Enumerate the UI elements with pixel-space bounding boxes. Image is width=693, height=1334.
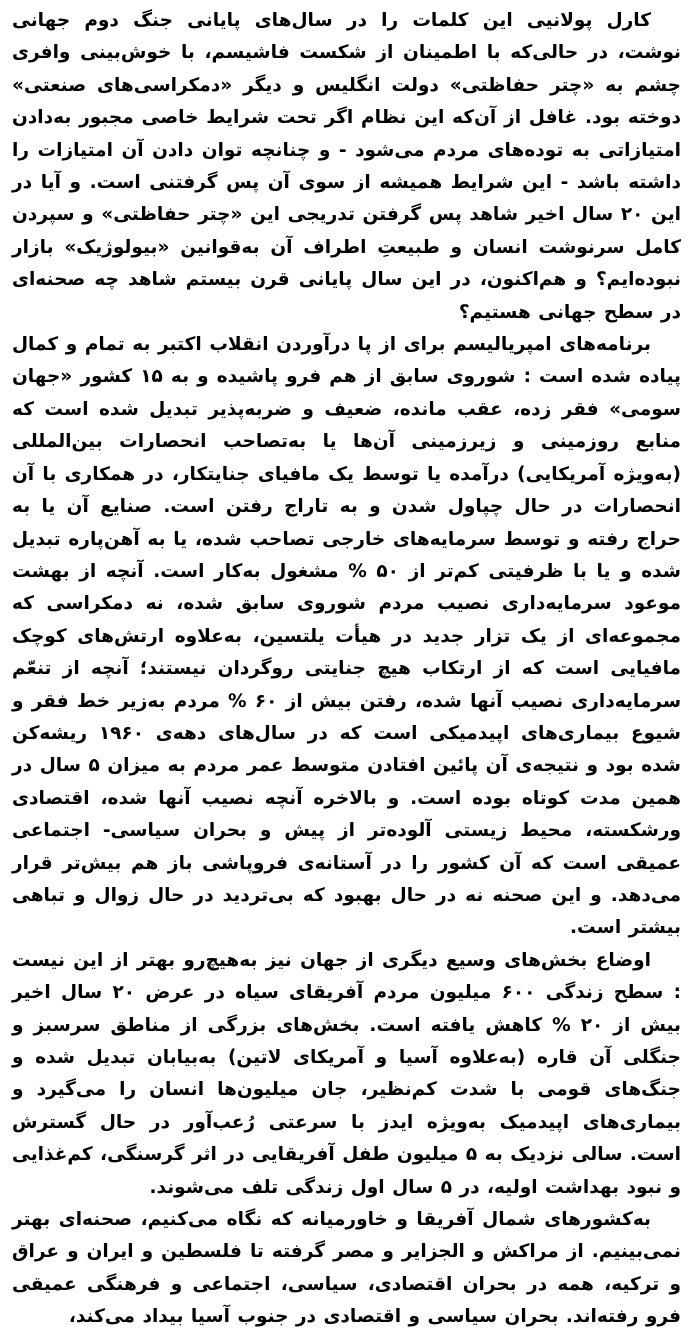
paragraph-3: اوضاع بخش‌های وسیع دیگری از جهان نیز به‌هیچ‌رو بهتر از این نیست : سطح زندگی ۶۰۰ میلیون مردم آفریقای سیاه در عرض ۲۰ سال اخیر بیش از ۲۰ % کاهش یافته است. بخش‌های بزرگی از مناطق سرسبز و جنگلی آن قاره (به‌علاوه آسیا و آمریکای لاتین) به‌بیابان تبدیل شده و جنگ‌های قومی با شدت کم‌نظیر، جان میلیون‌ها انسان را می‌گیرد و بیماری‌های اپیدمیک به‌ویژه ایدز با سرعتی رُعب‌آور در حال گسترش است. سالی نزدیک به ۵ میلیون طفل آفریقایی در اثر گرسنگی، کم‌غذایی و نبود بهداشت اولیه، در ۵ سال اول زندگی تلف می‌شوند. [12, 949, 682, 1198]
paragraph-1: کارل پولانیی این کلمات را در سال‌های پایانی جنگ دوم جهانی نوشت، در حالی‌که با اطمینان از شکست فاشیسم، با خوش‌بینی وافری چشم به «چتر حفاظتی» دولت انگلیس و دیگر «دمکراسی‌های صنعتی» دوخته بود. غافل از آن‌که این نظام اگر تحت شرایط خاصی مجبور به‌دادن امتیازاتی به توده‌های مردم می‌شود - و چنانچه توان دادن آن امتیازات را داشته باشد - این شرایط همیشه از سوی آن پس گرفتنی است. و آیا در این ۲۰ سال اخیر شاهد پس گرفتن تدریجی این «چتر حفاظتی» و سپردن کامل سرنوشت انسان و طبیعتِ اطراف آن به‌قوانین «بیولوژیک» بازار نبوده‌ایم؟ و هم‌اکنون، در این سال پایانی قرن بیستم شاهد چه صحنه‌ای در سطح جهانی هستیم؟ [12, 10, 681, 323]
paragraph-4: به‌کشورهای شمال آفریقا و خاورمیانه که نگاه می‌کنیم، صحنه‌ای بهتر نمی‌بینیم. از مراکش و الجزایر و مصر گرفته تا فلسطین و ایران و عراق و ترکیه، همه در بحران اقتصادی، سیاسی، اجتماعی و فرهنگی عمیقی فرو رفته‌اند. بحران سیاسی و اقتصادی در جنوب آسیا بیداد می‌کند، [12, 1209, 681, 1328]
paragraph-2: برنامه‌های امپریالیسم برای از پا درآوردن انقلاب اکتبر به تمام و کمال پیاده شده است : شوروی سابق از هم فرو پاشیده و به ۱۵ کشور «جهان سومی» فقر زده، عقب مانده، ضعیف و ضربه‌پذیر تبدیل شده است که منابع روزمینی و زیرزمینی آن‌ها یا به‌تصاحب انحصارات بین‌المللی (به‌ویژه آمریکایی) درآمده یا توسط یک مافیای جنایتکار، در همکاری با آن انحصارات در حال چپاول شدن و به تاراج رفتن است. صنایع آن یا به حراج رفته و توسط سرمایه‌های خارجی تصاحب شده، یا به آهن‌پاره تبدیل شده و یا با ظرفیتی کم‌تر از ۵۰ % مشغول به‌کار است. آنچه از بهشت موعود سرمایه‌داری نصیب مردم شوروی سابق شده، نه دمکراسی که مجموعه‌ای از یک تزار جدید در هیأت یلتسین، به‌علاوه ارتش‌های کوچک مافیایی است که از ارتکاب هیچ جنایتی روگردان نیستند؛ آنچه از تنعّم سرمایه‌داری نصیب آنها شده، رفتن بیش از ۶۰ % مردم به‌زیر خط فقر و شیوع بیماری‌های اپیدمیکی است که در سال‌های دهه‌ی ۱۹۶۰ ریشه‌کن شده بود و نتیجه‌ی آن پائین افتادن متوسط عمر مردم به میزان ۵ سال در همین مدت کوتاه بوده است. و بالاخره آنچه نصیب آنها شده، اقتصادی ورشکسته، محیط زیستی آلوده‌تر از پیش و بحران سیاسی- اجتماعی عمیقی است که آن کشور را در آستانه‌ی فروپاشی باز هم بیش‌تر قرار می‌دهد. و این صحنه نه در حال بهبود که بی‌تردید در حال زوال و تباهی بیشتر است. [12, 334, 682, 939]
